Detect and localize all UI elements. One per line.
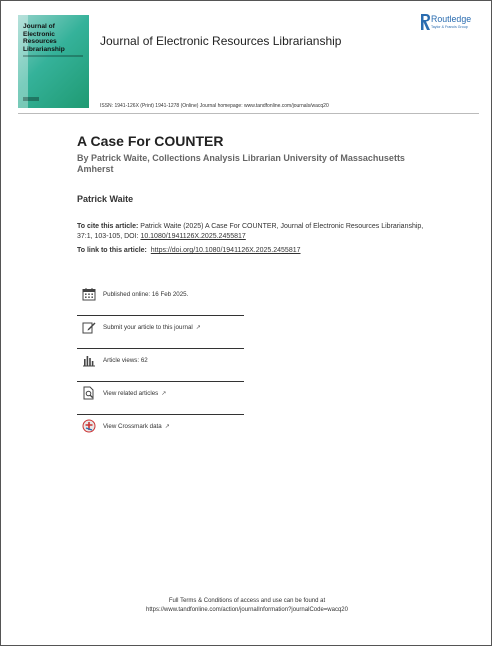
- journal-name: Journal of Electronic Resources Librarianship: [100, 34, 342, 48]
- routledge-logo-icon: [419, 13, 431, 31]
- calendar-icon: [82, 287, 96, 301]
- citation-text: Patrick Waite (2025) A Case For COUNTER, Journal of Electronic Resources Librarianship, 37:1, 103-105, DOI:: [77, 223, 424, 240]
- cover-divider: [23, 55, 83, 57]
- crossmark-row[interactable]: [77, 415, 244, 447]
- journal-cover: [18, 15, 89, 108]
- issn-line: ISSN: 1941-126X (Print) 1941-1278 (Online) Journal homepage: www.tandfonline.com/journals/wacq20: [100, 103, 329, 109]
- external-link-icon: ↗: [161, 390, 167, 397]
- doi-link[interactable]: 10.1080/1941126X.2025.2455817: [140, 232, 246, 240]
- citation-label: To cite this article:: [77, 223, 139, 230]
- article-views-row: [77, 349, 244, 382]
- crossmark-icon: [82, 419, 96, 433]
- publisher-logo: [419, 13, 479, 35]
- article-views-text: Article views: 62: [103, 357, 148, 364]
- crossmark-text[interactable]: View Crossmark data: [103, 423, 162, 430]
- cover-publisher-mark: [23, 97, 39, 101]
- footer-terms: Full Terms & Conditions of access and use can be found at: [168, 598, 326, 604]
- submit-article-text[interactable]: Submit your article to this journal: [103, 324, 193, 331]
- citation: [77, 222, 437, 241]
- article-info-list: [77, 283, 244, 447]
- document-search-icon: [82, 386, 96, 400]
- bar-chart-icon: [82, 353, 96, 367]
- published-online-row: [77, 283, 244, 316]
- article-byline: By Patrick Waite, Collections Analysis Librarian University of Massachusetts Amherst: [77, 153, 405, 174]
- footer-terms-url[interactable]: https://www.tandfonline.com/action/journalInformation?journalCode=wacq20: [146, 607, 348, 613]
- related-articles-text[interactable]: View related articles: [103, 390, 159, 397]
- submit-article-row[interactable]: [77, 316, 244, 349]
- link-label: To link to this article:: [77, 247, 147, 254]
- header-divider: [18, 113, 479, 114]
- article-title: A Case For COUNTER: [77, 133, 224, 149]
- publisher-name: Routledge: [431, 14, 472, 24]
- publisher-tagline: Taylor & Francis Group: [431, 25, 468, 29]
- related-articles-row[interactable]: [77, 382, 244, 415]
- edit-icon: [82, 320, 96, 334]
- article-link: [77, 247, 301, 254]
- external-link-icon: ↗: [195, 324, 201, 331]
- article-url-link[interactable]: https://doi.org/10.1080/1941126X.2025.2455817: [150, 247, 301, 254]
- published-online-text: Published online: 16 Feb 2025.: [103, 291, 189, 298]
- footer: [1, 597, 492, 615]
- author-name: Patrick Waite: [77, 194, 134, 204]
- external-link-icon: ↗: [164, 423, 170, 430]
- cover-title: Journal of Electronic Resources Librarianship: [23, 23, 65, 53]
